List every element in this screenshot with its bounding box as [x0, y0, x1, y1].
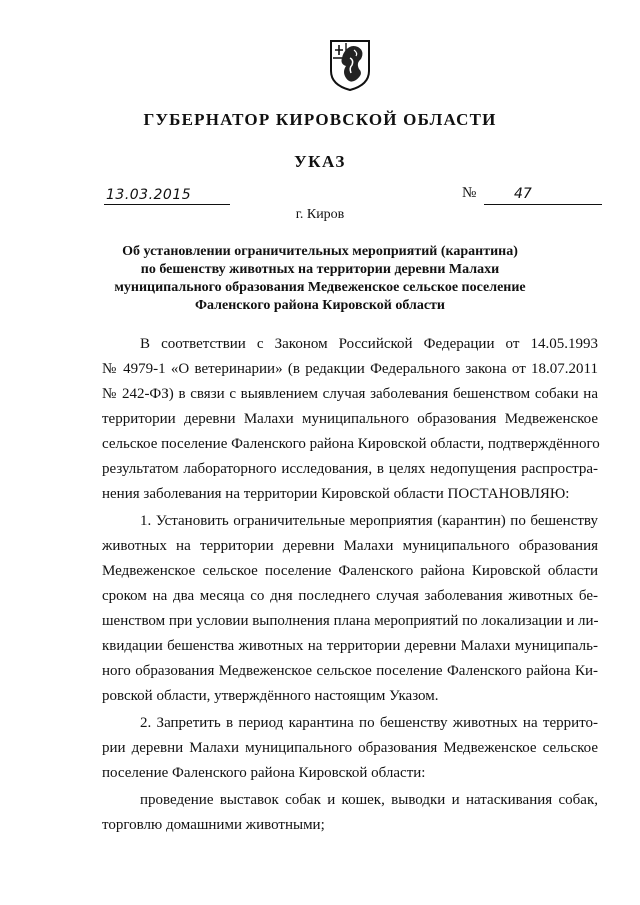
text-line: № 4979-1 «О ветеринарии» (в редакции Федерального закона от 18.07.2011 [102, 361, 598, 377]
text-line: 2. Запретить в период карантина по бешенству животных на террито- [140, 715, 598, 731]
text-line: результатом лабораторного исследования, в целях недопущения распростра- [102, 461, 598, 477]
text-line: № 242-ФЗ) в связи с выявлением случая заболевания бешенством собаки на [102, 386, 598, 402]
text-line: квидации бешенства животных на территории деревни Малахи муниципаль- [102, 638, 598, 654]
document-number: 47 [514, 186, 532, 202]
number-underline [484, 204, 602, 205]
text-line: 1. Установить ограничительные мероприятия (карантин) по бешенству [140, 513, 598, 529]
text-line: В соответствии с Законом Российской Федерации от 14.05.1993 [140, 336, 598, 352]
text-line: нения заболевания на территории Кировской области ПОСТАНОВЛЯЮ: [102, 486, 570, 502]
document-city: г. Киров [295, 207, 345, 222]
title-line: муниципального образования Медвеженское сельское поселение [114, 280, 526, 295]
text-line: сельское поселение Фаленского района Кировской области, подтверждённого [102, 436, 600, 452]
document-date-field [104, 183, 230, 207]
title-line: Фаленского района Кировской области [194, 298, 446, 313]
clause-2-paragraph [102, 711, 598, 786]
text-line: ровской области, утверждённого настоящим Указом. [102, 688, 439, 704]
clause-2-item-paragraph [102, 788, 598, 838]
number-sign: № [462, 185, 477, 201]
text-line: Медвеженское сельское поселение Фаленского района Кировской области [102, 563, 598, 579]
text-line: поселение Фаленского района Кировской области: [102, 765, 426, 781]
title-line: по бешенству животных на территории деревни Малахи [140, 262, 500, 277]
preamble-paragraph [102, 332, 598, 507]
document-date: 13.03.2015 [106, 187, 192, 203]
text-line: рии деревни Малахи муниципального образования Медвеженское сельское [102, 740, 598, 756]
text-line: территории деревни Малахи муниципального образования Медвеженское [102, 411, 598, 427]
text-line: животных на территории деревни Малахи муниципального образования [102, 538, 598, 554]
date-underline [104, 204, 230, 205]
clause-1-paragraph [102, 509, 598, 709]
text-line: проведение выставок собак и кошек, выводки и натаскивания собак, [140, 792, 598, 808]
issuing-authority: ГУБЕРНАТОР КИРОВСКОЙ ОБЛАСТИ [143, 110, 497, 129]
text-line: сроком на два месяца со дня последнего случая заболевания животных бе- [102, 588, 598, 604]
text-line: ного образования Медвеженское сельское поселение Фаленского района Ки- [102, 663, 598, 679]
text-line: шенством при условии выполнения плана мероприятий по локализации и ли- [102, 613, 599, 629]
text-line: торговлю домашними животными; [102, 817, 325, 833]
document-body [102, 332, 598, 840]
kirov-oblast-coat-of-arms-icon [328, 38, 372, 92]
document-title [80, 243, 560, 315]
document-number-field [462, 183, 602, 207]
title-line: Об установлении ограничительных мероприятий (карантина) [122, 244, 518, 259]
document-type: УКАЗ [294, 152, 346, 171]
